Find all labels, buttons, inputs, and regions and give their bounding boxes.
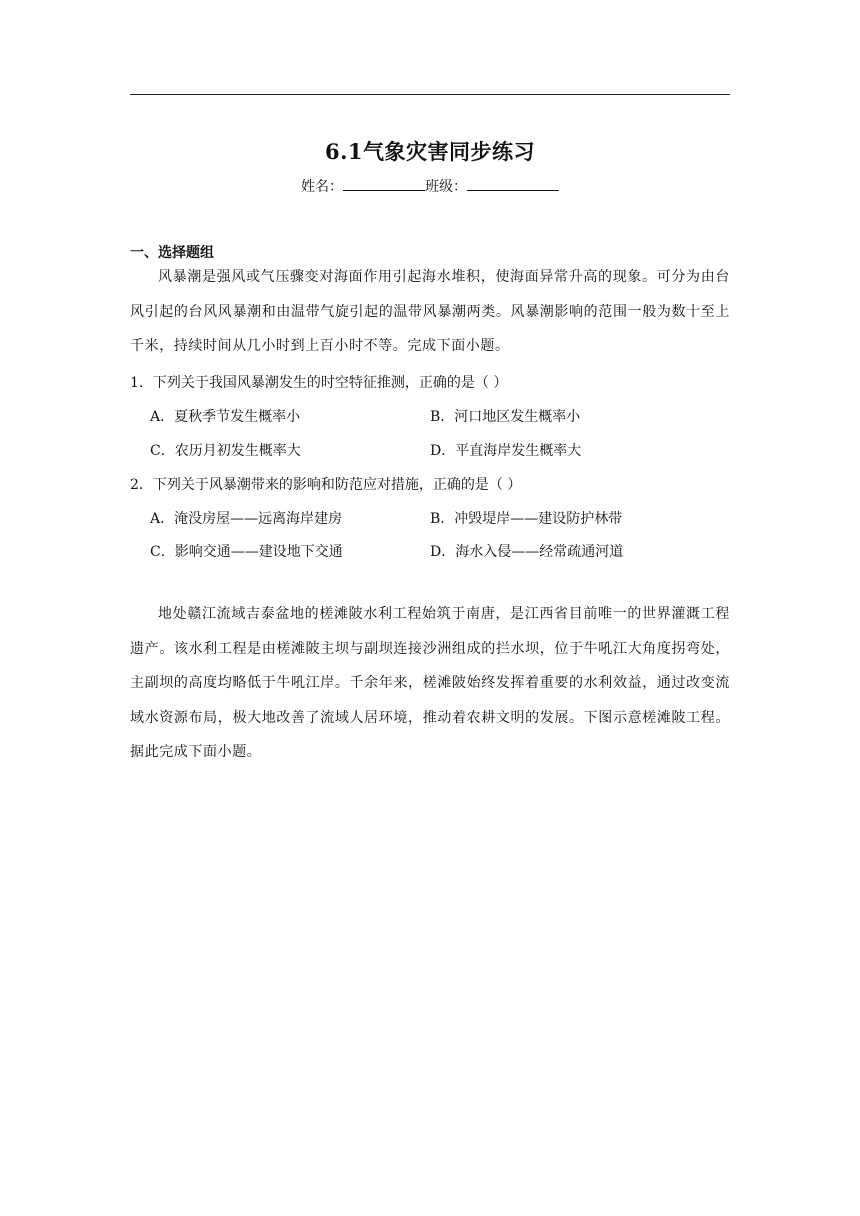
class-label: 班级： — [425, 179, 467, 195]
name-blank[interactable] — [343, 176, 425, 191]
question-2-option-b[interactable]: B．冲毁堤岸——建设防护林带 — [430, 511, 623, 527]
question-1-option-c[interactable]: C．农历月初发生概率大 — [150, 443, 301, 459]
passage-chatan-weir: 地处赣江流域吉泰盆地的槎滩陂水利工程始筑于南唐，是江西省目前唯一的世界灌溉工程遗产。该水利工程是由槎滩陂主坝与副坝连接沙洲组成的拦水坝，位于牛吼江大角度拐弯处，主副坝的高度均略低于牛吼江岸。千余年来，槎滩陂始终发挥着重要的水利效益，通过改变流域水资源布局，极大地改善了流域人居环境，推动着农耕文明的发展。下图示意槎滩陂工程。据此完成下面小题。 — [130, 606, 730, 761]
question-2-option-a[interactable]: A．淹没房屋——远离海岸建房 — [150, 511, 343, 527]
section-heading: 一、选择题组 — [130, 245, 214, 261]
question-1-stem: 1．下列关于我国风暴潮发生的时空特征推测，正确的是（ ） — [130, 375, 508, 391]
question-2-option-d[interactable]: D．海水入侵——经常疏通河道 — [430, 544, 624, 560]
passage-storm-surge: 风暴潮是强风或气压骤变对海面作用引起海水堆积，使海面异常升高的现象。可分为由台风引起的台风风暴潮和由温带气旋引起的温带风暴潮两类。风暴潮影响的范围一般为数十至上千米，持续时间从几小时到上百小时不等。完成下面小题。 — [130, 269, 730, 355]
header-divider — [130, 94, 730, 95]
question-2-stem: 2．下列关于风暴潮带来的影响和防范应对措施，正确的是（ ） — [130, 477, 522, 493]
question-1-option-d[interactable]: D．平直海岸发生概率大 — [430, 443, 582, 459]
class-blank[interactable] — [467, 176, 559, 191]
question-1-option-a[interactable]: A．夏秋季节发生概率小 — [150, 409, 301, 425]
question-1-option-b[interactable]: B．河口地区发生概率小 — [430, 409, 581, 425]
name-label: 姓名： — [301, 179, 343, 195]
question-2-option-c[interactable]: C．影响交通——建设地下交通 — [150, 544, 343, 560]
page-title: 6.1气象灾害同步练习 — [324, 139, 536, 164]
student-info-row — [0, 176, 860, 196]
